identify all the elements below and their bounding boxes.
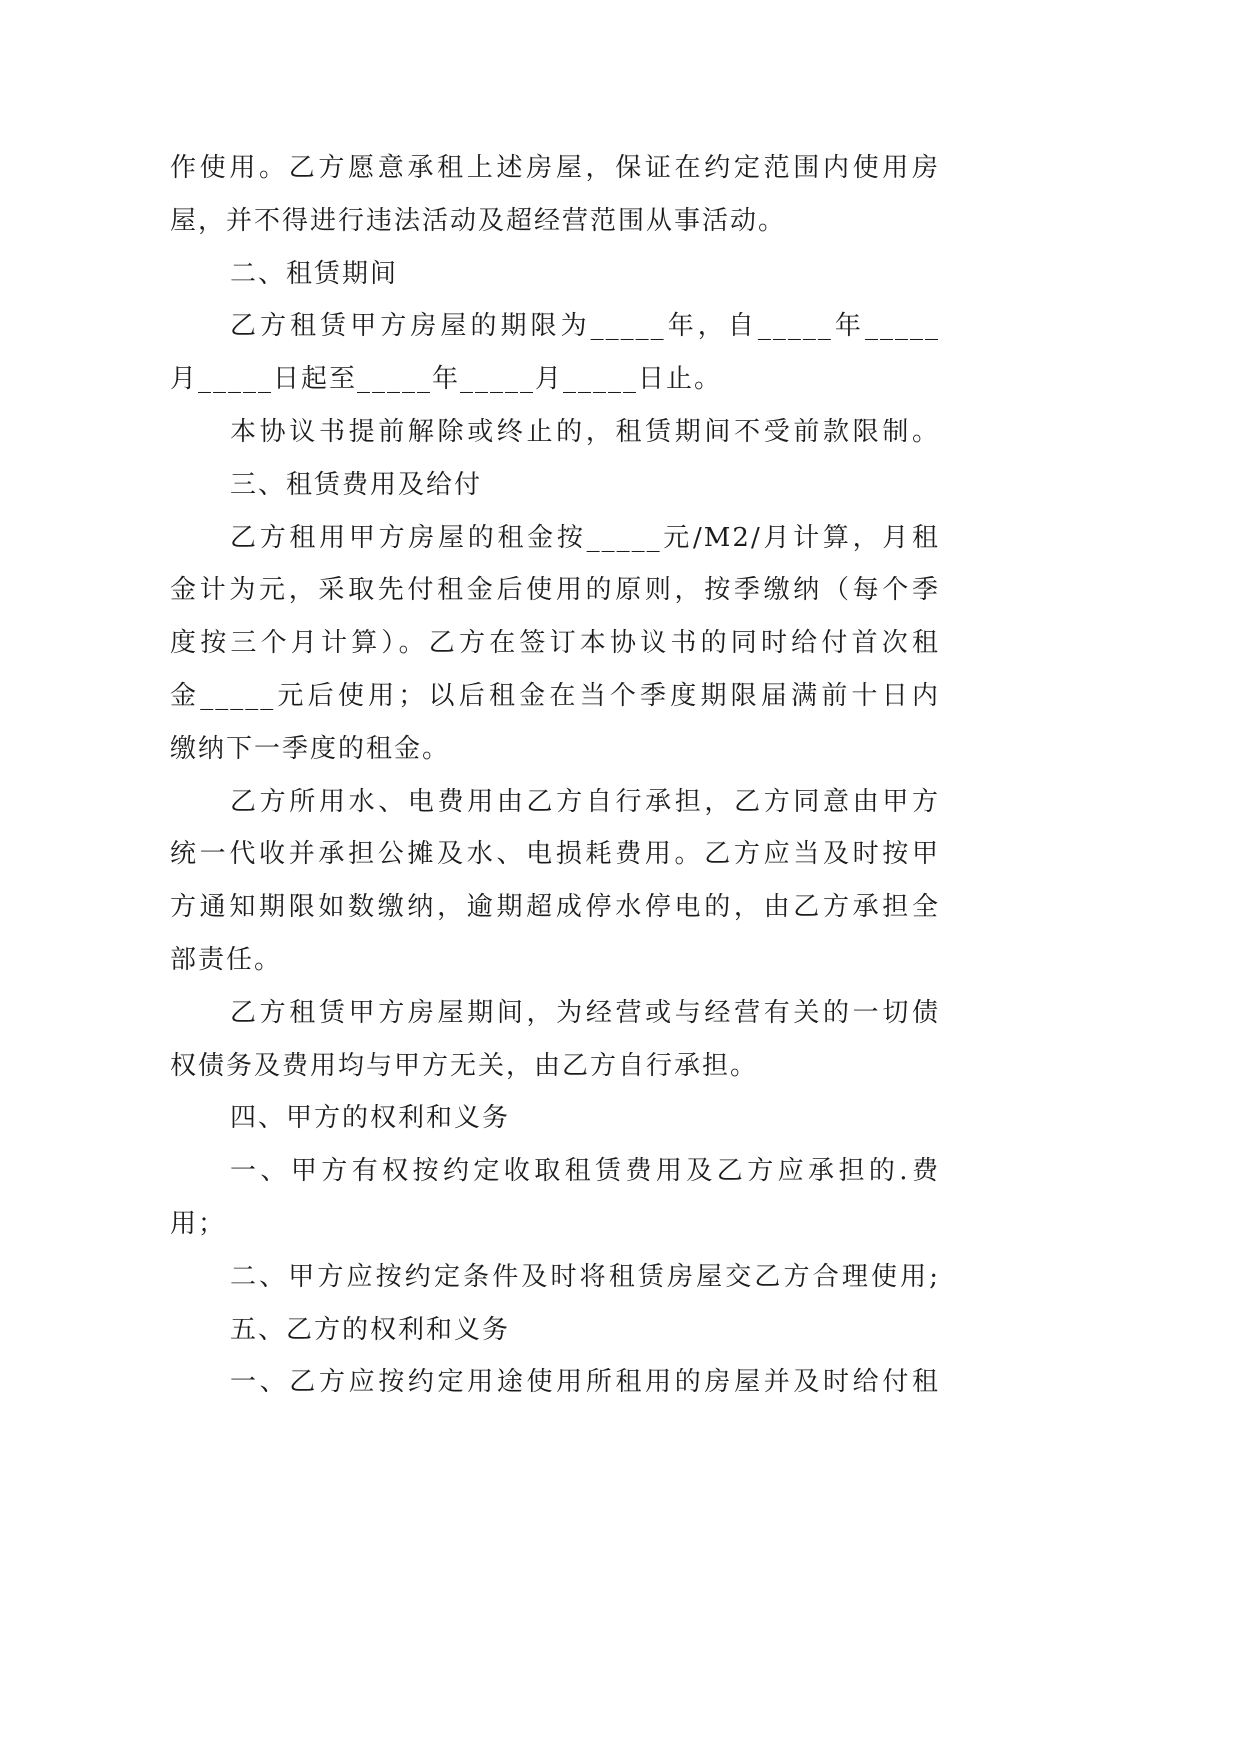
paragraph-line: 方通知期限如数缴纳，逾期超成停水停电的，由乙方承担全 bbox=[170, 892, 940, 923]
paragraph-line: 权债务及费用均与甲方无关，由乙方自行承担。 bbox=[170, 1050, 759, 1081]
paragraph-line: 乙方租赁甲方房屋期间，为经营或与经营有关的一切债 bbox=[230, 997, 940, 1028]
paragraph-line: 金_____元后使用；以后租金在当个季度期限届满前十日内 bbox=[170, 680, 940, 711]
paragraph-line: 本协议书提前解除或终止的，租赁期间不受前款限制。 bbox=[230, 416, 940, 447]
paragraph-line: 一、甲方有权按约定收取租赁费用及乙方应承担的.费 bbox=[230, 1156, 940, 1187]
paragraph-line: 度按三个月计算）。乙方在签订本协议书的同时给付首次租 bbox=[170, 628, 940, 659]
paragraph-line: 二、甲方应按约定条件及时将租赁房屋交乙方合理使用; bbox=[230, 1261, 940, 1292]
paragraph-early-termination bbox=[170, 406, 940, 459]
paragraph-party-a-item-1 bbox=[170, 1145, 940, 1251]
section-heading: 五、乙方的权利和义务 bbox=[230, 1314, 511, 1345]
paragraph-party-b-item-1 bbox=[170, 1356, 940, 1409]
paragraph-party-a-item-2 bbox=[170, 1251, 940, 1304]
paragraph-lease-term bbox=[170, 300, 940, 406]
section-heading-party-a-rights bbox=[170, 1092, 940, 1145]
paragraph-line: 乙方租赁甲方房屋的期限为_____年，自_____年_____ bbox=[230, 311, 940, 342]
paragraph-line: 一、乙方应按约定用途使用所租用的房屋并及时给付租 bbox=[230, 1367, 940, 1398]
section-heading: 四、甲方的权利和义务 bbox=[230, 1103, 511, 1134]
paragraph-line: 部责任。 bbox=[170, 944, 283, 975]
paragraph-line: 统一代收并承担公摊及水、电损耗费用。乙方应当及时按甲 bbox=[170, 839, 940, 870]
paragraph-debts bbox=[170, 987, 940, 1093]
paragraph-rent bbox=[170, 512, 940, 776]
paragraph-use-terms bbox=[170, 142, 940, 248]
paragraph-line: 乙方租用甲方房屋的租金按_____元/M2/月计算，月租 bbox=[230, 522, 940, 553]
document-body bbox=[170, 142, 940, 1409]
paragraph-line: 乙方所用水、电费用由乙方自行承担，乙方同意由甲方 bbox=[230, 786, 940, 817]
paragraph-line: 金计为元，采取先付租金后使用的原则，按季缴纳（每个季 bbox=[170, 575, 940, 606]
paragraph-line: 用； bbox=[170, 1208, 227, 1239]
paragraph-utilities bbox=[170, 776, 940, 987]
paragraph-line: 缴纳下一季度的租金。 bbox=[170, 733, 451, 764]
section-heading-lease-period bbox=[170, 248, 940, 301]
paragraph-line: 作使用。乙方愿意承租上述房屋，保证在约定范围内使用房 bbox=[170, 153, 940, 183]
section-heading-fees bbox=[170, 459, 940, 512]
section-heading: 三、租赁费用及给付 bbox=[230, 469, 483, 500]
paragraph-line: 月_____日起至_____年_____月_____日止。 bbox=[170, 364, 723, 395]
paragraph-line: 屋，并不得进行违法活动及超经营范围从事活动。 bbox=[170, 205, 787, 236]
section-heading: 二、租赁期间 bbox=[230, 258, 399, 289]
section-heading-party-b-rights bbox=[170, 1304, 940, 1357]
